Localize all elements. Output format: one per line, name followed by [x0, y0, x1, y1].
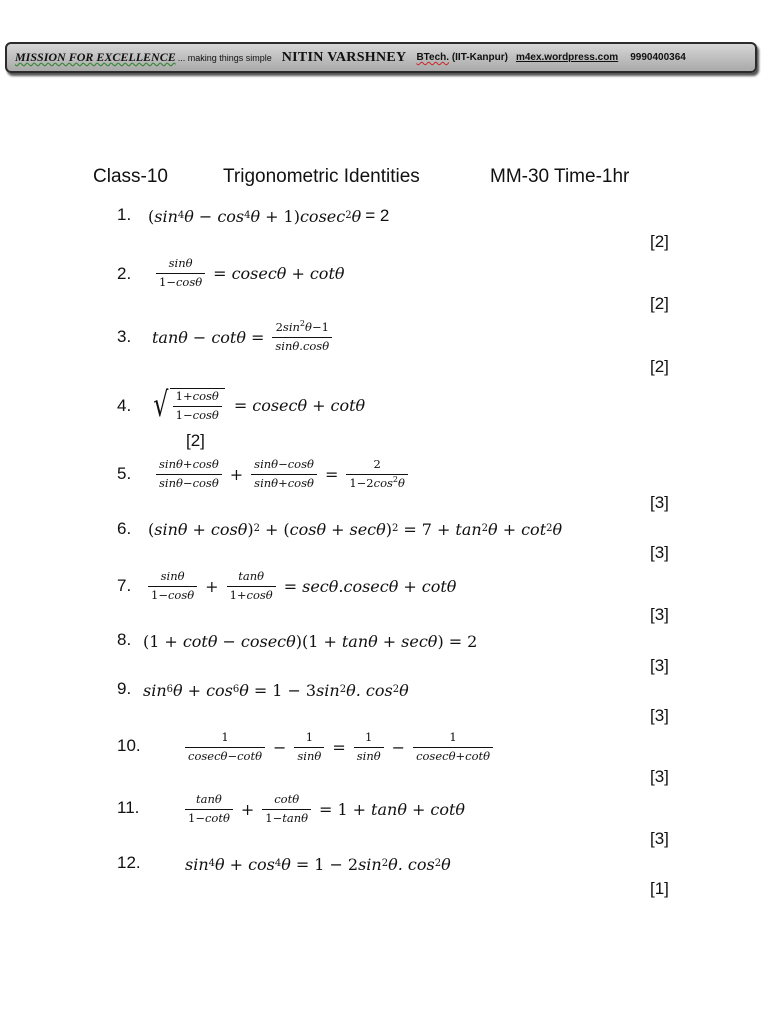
marks-6: [3]	[650, 543, 669, 562]
topic-title: Trigonometric Identities	[223, 166, 420, 187]
marks-8: [3]	[650, 656, 669, 675]
header-banner	[5, 42, 757, 73]
marks-1: [2]	[650, 232, 669, 251]
question-number: 4.	[117, 396, 132, 415]
question-number: 10.	[117, 736, 141, 755]
question-expression: $\frac{\sin\theta}{1-\cos\theta}$ + $\frac{\tan\theta}{1+\cos\theta}$ = secθ.cosecθ + cotθ	[145, 566, 456, 606]
question-7	[0, 566, 768, 606]
question-12	[0, 851, 768, 877]
banner-institute: (IIT-Kanpur)	[451, 52, 508, 63]
question-number: 7.	[117, 576, 132, 595]
banner-tagline: ... making things simple	[177, 52, 272, 63]
question-3	[0, 317, 768, 357]
question-6	[0, 515, 768, 543]
question-number: 11.	[117, 798, 140, 817]
question-11	[0, 789, 768, 829]
question-expression: tanθ − cotθ = $\frac{2\sin^2\theta-1}{\sin\theta.\cos\theta}$	[152, 317, 335, 357]
question-expression: $\frac{1}{cosec\theta-\cot\theta}$ − $\frac{1}{\sin\theta}$ = $\frac{1}{\sin\theta}$ − $\frac{1}{cosec\theta+\cot\theta}$	[182, 727, 496, 767]
marks-2: [2]	[650, 294, 669, 313]
question-number: 12.	[117, 853, 141, 872]
banner-name: NITIN VARSHNEY	[281, 49, 407, 65]
banner-btech: BTech.	[416, 52, 450, 63]
marks-10: [3]	[650, 767, 669, 786]
banner-qualification	[416, 52, 508, 63]
marks-4: [2]	[186, 431, 205, 450]
banner-mission: MISSION FOR EXCELLENCE	[15, 50, 176, 64]
question-number: 9.	[117, 679, 132, 698]
question-number: 6.	[117, 519, 132, 538]
question-expression: (1 + cotθ − cosecθ )(1 + tanθ + secθ ) = 2	[143, 631, 478, 651]
question-number: 5.	[117, 464, 132, 483]
question-number: 8.	[117, 630, 132, 649]
question-1	[0, 203, 768, 229]
banner-website: m4ex.wordpress.com	[515, 52, 619, 63]
banner-phone: 9990400364	[630, 52, 686, 63]
question-9	[0, 677, 768, 703]
question-4	[0, 382, 768, 428]
question-2	[0, 254, 768, 292]
question-8	[0, 628, 768, 654]
question-expression: ( sinθ + cosθ ) 2 + ( cosθ + secθ ) 2 = 7 + tan 2 θ + cot 2 θ	[148, 519, 563, 539]
question-number: 2.	[117, 264, 132, 283]
marks-11: [3]	[650, 829, 669, 848]
worksheet-header	[0, 166, 768, 194]
question-expression: ( sin 4 θ − cos 4 θ + 1) cosec 2 θ = 2	[148, 206, 390, 226]
question-expression: $\frac{\sin\theta+\cos\theta}{\sin\theta-\cos\theta}$ + $\frac{\sin\theta-\cos\theta}{\sin\theta+\cos\theta}$ = $\frac{2}{1-2\cos^2\theta}$	[153, 454, 411, 494]
question-5	[0, 454, 768, 494]
marks-5: [3]	[650, 493, 669, 512]
question-number: 1.	[117, 205, 132, 224]
question-expression: √ $\frac{1+\cos\theta}{1-\cos\theta}$ = cosecθ + cotθ	[153, 385, 366, 425]
marks-time-label: MM-30 Time-1hr	[490, 166, 630, 187]
question-10	[0, 727, 768, 767]
question-number: 3.	[117, 327, 132, 346]
marks-9: [3]	[650, 706, 669, 725]
marks-7: [3]	[650, 605, 669, 624]
marks-3: [2]	[650, 357, 669, 376]
class-label: Class-10	[93, 166, 168, 187]
marks-12: [1]	[650, 879, 669, 898]
question-expression: $\frac{\sin\theta}{1-\cos\theta}$ = cosecθ + cotθ	[153, 254, 345, 292]
question-expression: sin 6 θ + cos 6 θ = 1 − 3 sin 2 θ. cos 2 θ	[143, 680, 409, 700]
question-expression: sin 4 θ + cos 4 θ = 1 − 2 sin 2 θ. cos 2 θ	[185, 854, 451, 874]
question-expression: $\frac{\tan\theta}{1-\cot\theta}$ + $\frac{\cot\theta}{1-\tan\theta}$ = 1 + tanθ + cotθ	[182, 789, 465, 829]
